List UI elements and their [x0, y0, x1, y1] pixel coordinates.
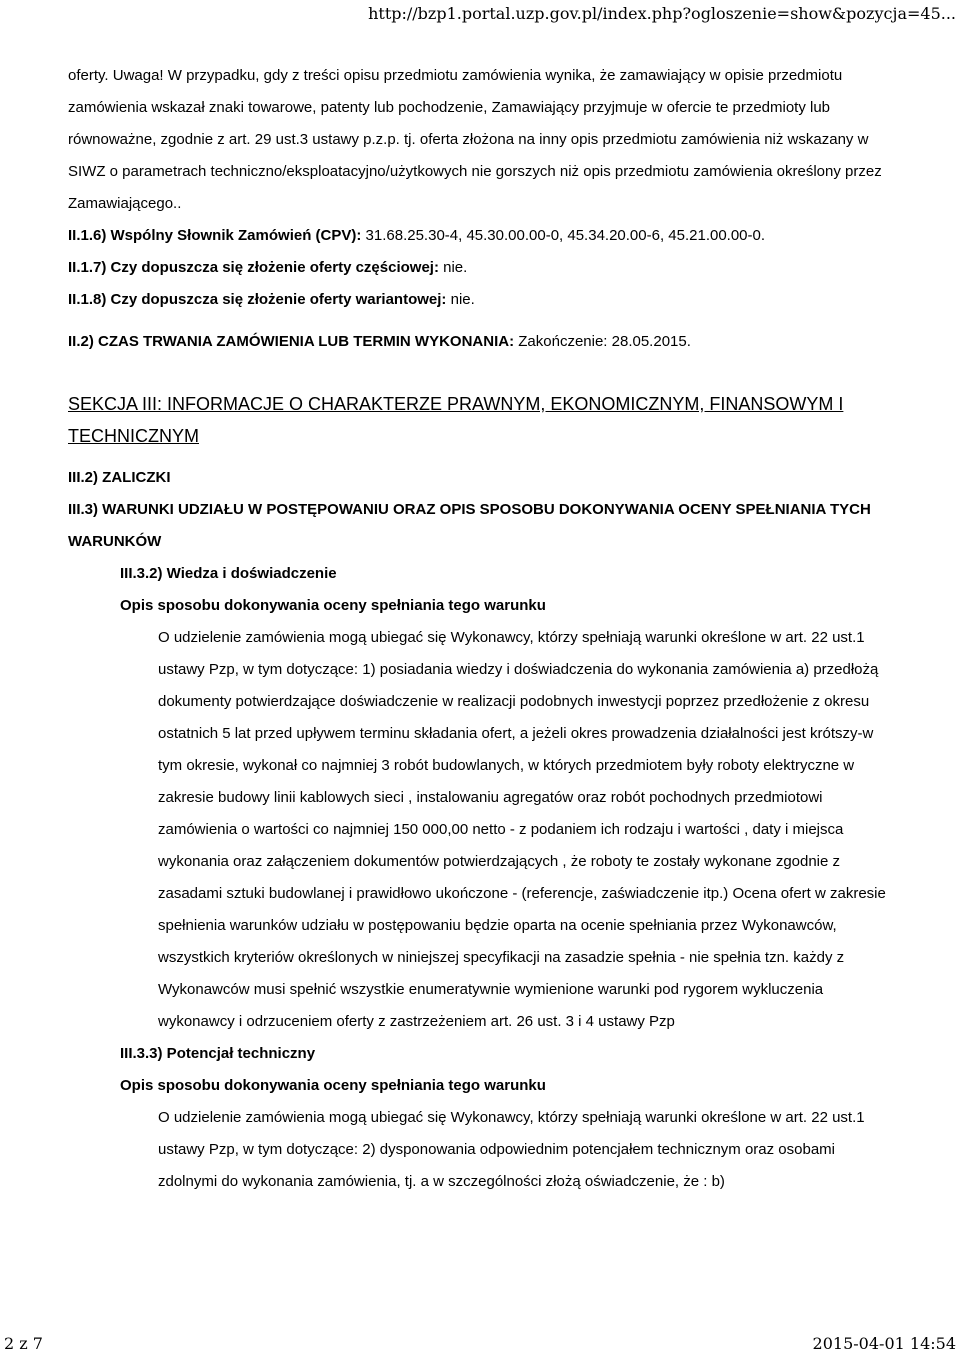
spacer — [68, 316, 888, 326]
partial-offer-label: II.1.7) Czy dopuszcza się złożenie oferty częściowej: — [68, 259, 439, 276]
variant-offer-value: nie. — [446, 291, 475, 308]
section-iii-title: SEKCJA III: INFORMACJE O CHARAKTERZE PRAWNYM, EKONOMICZNYM, FINANSOWYM I TECHNICZNYM — [68, 394, 844, 446]
spacer — [68, 452, 888, 462]
duration-label: II.2) CZAS TRWANIA ZAMÓWIENIA LUB TERMIN WYKONANIA: — [68, 333, 515, 350]
knowledge-experience-text: O udzielenie zamówienia mogą ubiegać się Wykonawcy, którzy spełniają warunki określone w art. 22 ust.1 ustawy Pzp, w tym dotyczące: 1) posiadania wiedzy i doświadczenia do wykonania zamówienia a) przedłożą dokumenty potwierdzające doświadczenie w realizacji podobnych inwestycji poprzez przedłożenie z okresu ostatnich 5 lat przed upływem terminu składania ofert, a jeżeli okres prowadzenia działalności jest krótszy-w tym okresie, wykonał co najmniej 3 robót budowlanych, w których przedmiotem były roboty elektryczne w zakresie budowy linii kablowych sieci , instalowaniu agregatów oraz robót pochodnych przedmiotowi zamówienia o wartości co najmniej 150 000,00 netto - z podaniem ich rodzaju i wartości , daty i miejsca wykonania oraz załączeniem dokumentów potwierdzających , że roboty te zostały wykonane zgodnie z zasadami sztuki budowlanej i prawidłowo ukończone - (referencje, zaświadczenie itp.) Ocena ofert w zakresie spełnienia warunków udziału w postępowaniu będzie oparta na ocenie spełniania przez Wykonawców, wszystkich kryteriów określonych w niniejszej specyfikacji na zasadzie spełnia - nie spełnia tzn. każdy z Wykonawców musi spełnić wszystkie enumeratywnie wymienione warunki pod rygorem wykluczenia wykonawcy i odrzuceniem oferty z zastrzeżeniem art. 26 ust. 3 i 4 ustawy Pzp — [158, 629, 886, 1030]
partial-offer-value: nie. — [438, 259, 468, 276]
cpv-label: II.1.6) Wspólny Słownik Zamówień (CPV): — [68, 227, 362, 244]
variant-offer-line — [68, 284, 888, 316]
partial-offer-line — [68, 252, 888, 284]
cpv-value: 31.68.25.30-4, 45.30.00.00-0, 45.34.20.00-6, 45.21.00.00-0. — [361, 227, 766, 244]
duration-value: Zakończenie: 28.05.2015. — [514, 333, 691, 350]
technical-potential-heading: III.3.3) Potencjał techniczny — [120, 1045, 316, 1062]
document-body — [68, 60, 888, 1198]
knowledge-experience-heading: III.3.2) Wiedza i doświadczenie — [120, 565, 337, 582]
spacer — [68, 358, 888, 388]
intro-paragraph: oferty. Uwaga! W przypadku, gdy z treści opisu przedmiotu zamówienia wynika, że zamawiający w opisie przedmiotu zamówienia wskazał znaki towarowe, patenty lub pochodzenie, Zamawiający przyjmuje w ofercie te przedmioty lub równoważne, zgodnie z art. 29 ust.3 ustawy p.z.p. tj. oferta złożona na inny opis przedmiotu zamówienia niż wskazany w SIWZ o parametrach techniczno/eksploatacyjno/użytkowych nie gorszych niż opis przedmiotu zamówienia określony przez Zamawiającego.. — [68, 67, 882, 212]
technical-potential-subtitle: Opis sposobu dokonywania oceny spełniania tego warunku — [120, 1077, 546, 1094]
page-url-header: http://bzp1.portal.uzp.gov.pl/index.php?ogloszenie=show&pozycja=45... — [368, 4, 956, 23]
technical-potential-text: O udzielenie zamówienia mogą ubiegać się Wykonawcy, którzy spełniają warunki określone w art. 22 ust.1 ustawy Pzp, w tym dotyczące: 2) dysponowania odpowiednim potencjałem technicznym oraz osobami zdolnymi do wykonania zamówienia, tj. a w szczególności złożą oświadczenie, że : b) — [158, 1109, 865, 1190]
print-datetime: 2015-04-01 14:54 — [812, 1334, 956, 1353]
variant-offer-label: II.1.8) Czy dopuszcza się złożenie oferty wariantowej: — [68, 291, 447, 308]
duration-line — [68, 326, 888, 358]
cpv-line — [68, 220, 888, 252]
conditions-heading: III.3) WARUNKI UDZIAŁU W POSTĘPOWANIU ORAZ OPIS SPOSOBU DOKONYWANIA OCENY SPEŁNIANIA TYCH WARUNKÓW — [68, 501, 871, 550]
page-number: 2 z 7 — [4, 1334, 43, 1353]
knowledge-experience-subtitle: Opis sposobu dokonywania oceny spełniania tego warunku — [120, 597, 546, 614]
advances-heading: III.2) ZALICZKI — [68, 469, 171, 486]
